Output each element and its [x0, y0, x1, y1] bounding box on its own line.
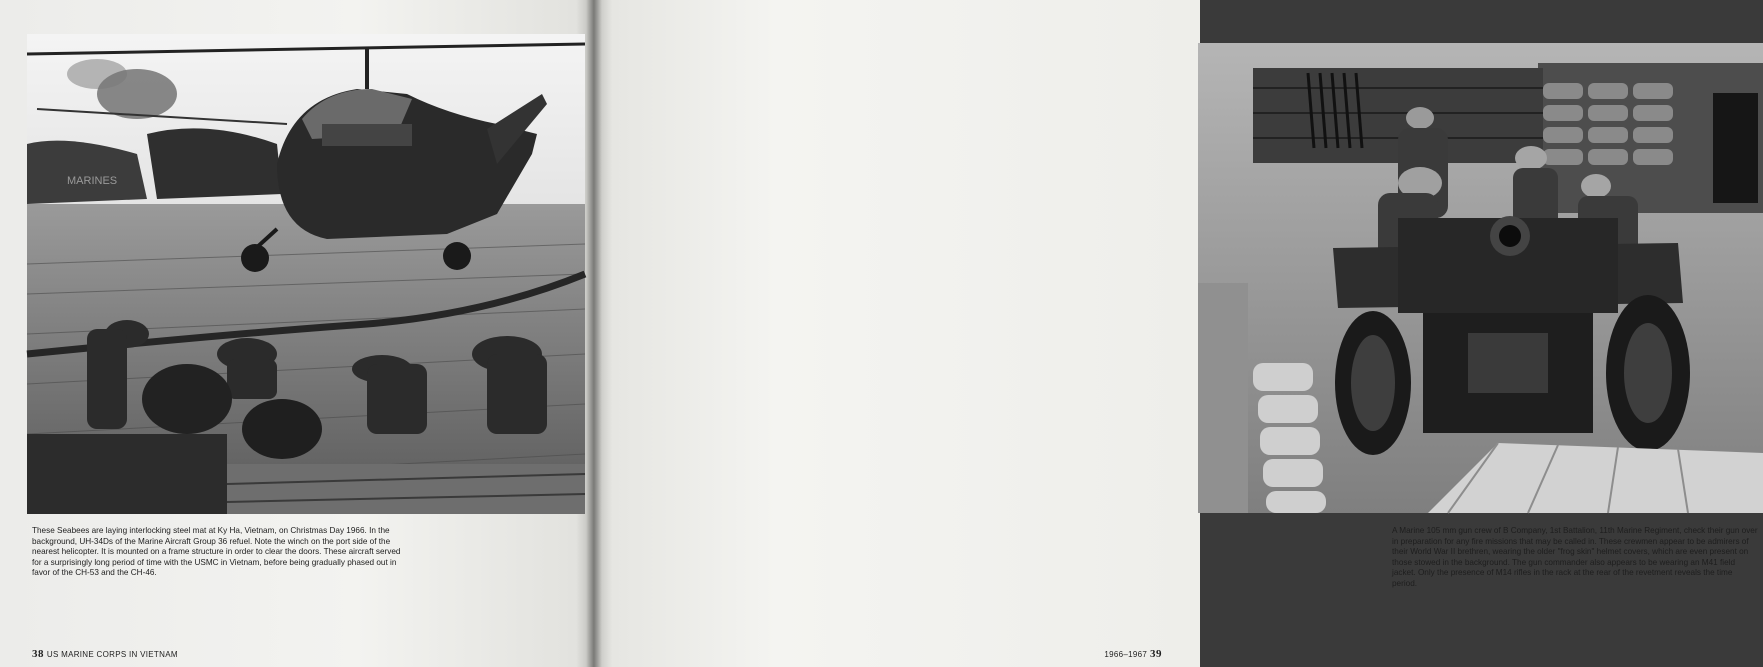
gun-crew-photo — [1198, 43, 1763, 513]
book-gutter — [586, 0, 602, 667]
left-photo-caption: These Seabees are laying interlocking steel mat at Ky Ha, Vietnam, on Christmas Day 1966. In the background, UH-34Ds of the Marine Aircraft Group 36 refuel. Note the winch on the port side of the nearest helicopter. It is mounted on a frame structure in order to clear the doors. These aircraft served for a surprisingly long period of time with the USMC in Vietnam, before being gradually phased out in favor of the CH-53 and the CH-46. — [32, 526, 401, 578]
right-photo-caption: A Marine 105 mm gun crew of B Company, 1st Battalion, 11th Marine Regiment, check their gun over in preparation for any fire missions that may be called in. These crewmen appear to be admirers of their World War II brethren, wearing the older "frog skin" helmet covers, which are even present on those stowed in the background. The gun commander also appears to be wearing an M41 field jacket. Only the presence of M14 rifles in the rack at the rear of the revetment reveals the time period. — [1392, 526, 1758, 588]
right-folio — [1104, 648, 1162, 660]
helicopter-marking: MARINES — [67, 175, 118, 187]
helicopter-seabees-photo — [27, 34, 585, 514]
left-folio — [32, 648, 178, 660]
left-page-number: 38 — [32, 648, 44, 660]
left-running-head: US MARINE CORPS IN VIETNAM — [46, 650, 178, 659]
right-page-number: 39 — [1150, 648, 1162, 660]
right-page — [594, 0, 1758, 667]
left-page — [0, 0, 594, 667]
right-running-head: 1966–1967 — [1104, 650, 1148, 659]
